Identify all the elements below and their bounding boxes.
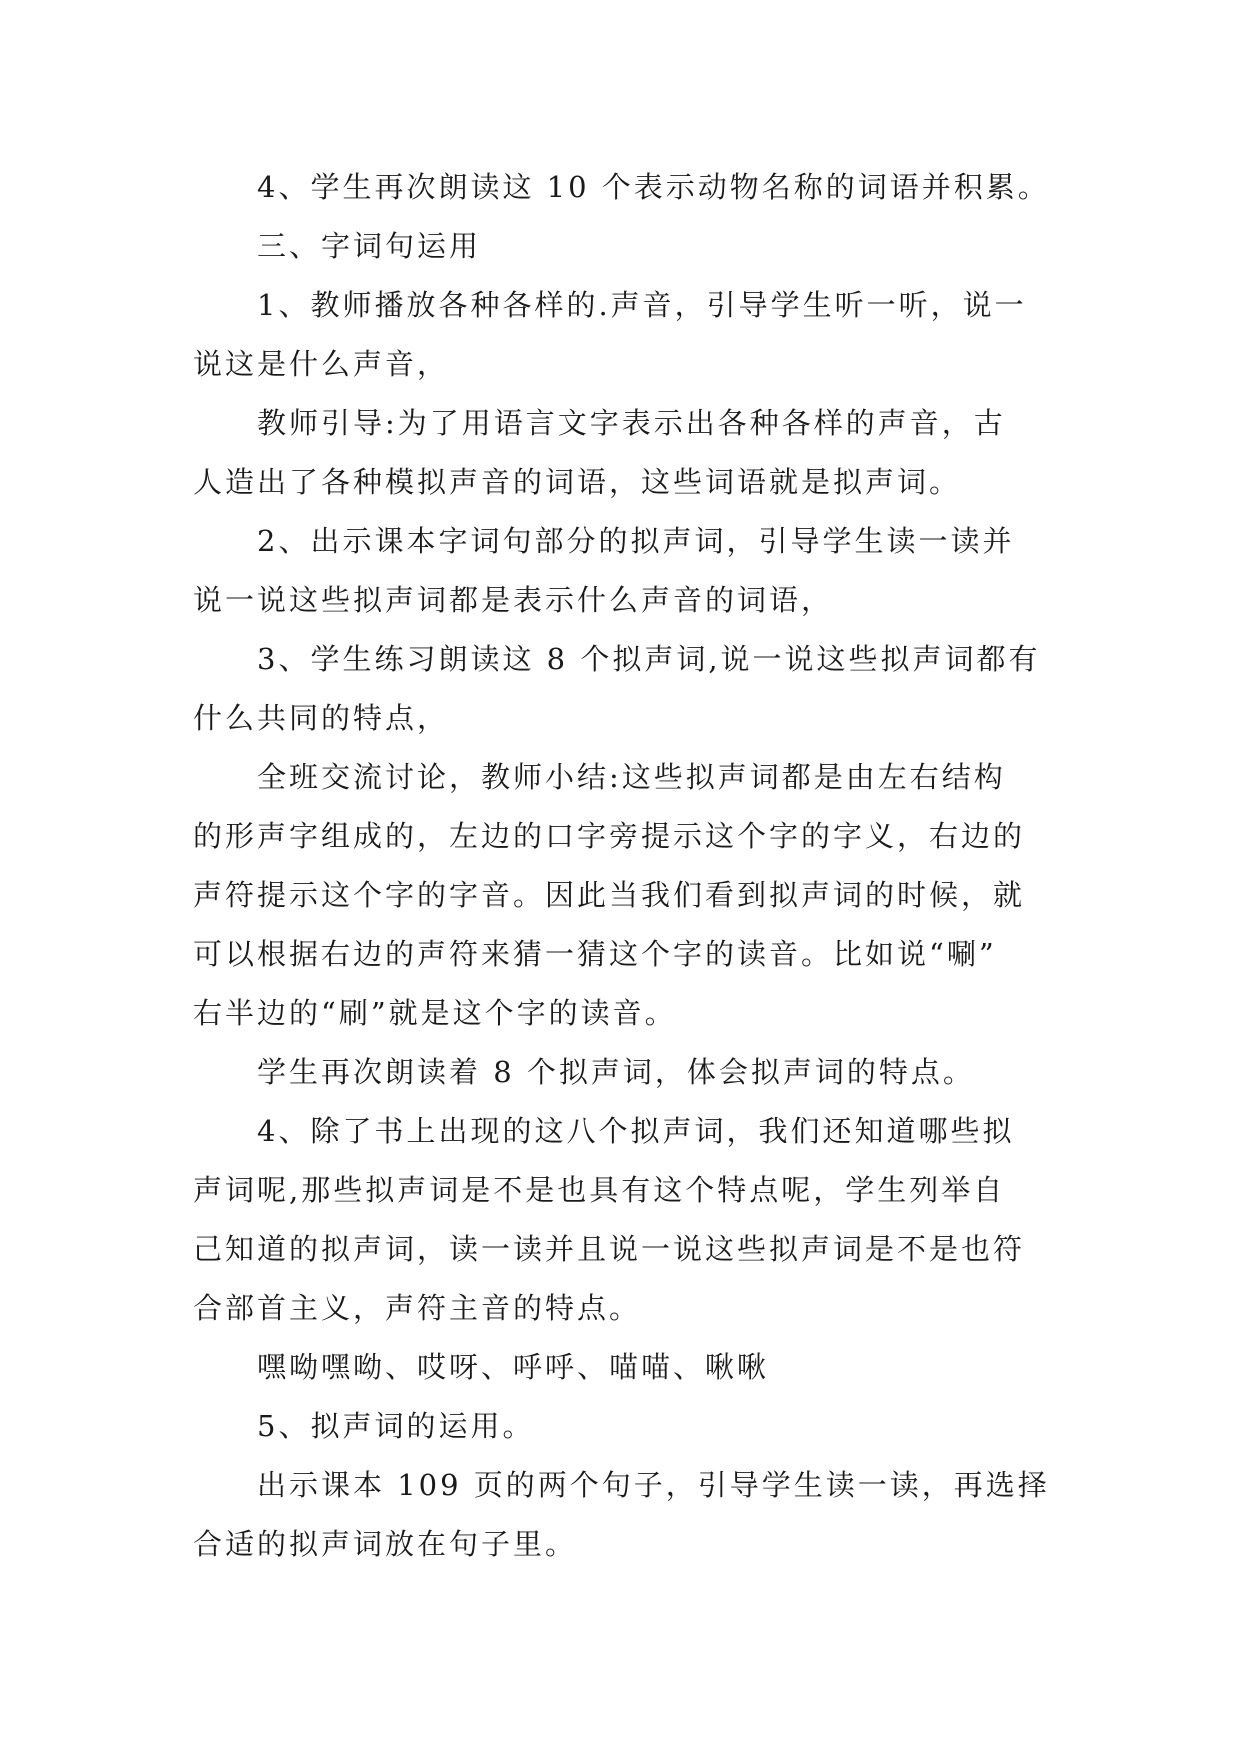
document-body [193, 158, 1063, 1574]
text-line: 2、出示课本字词句部分的拟声词，引导学生读一读并 [257, 524, 1015, 558]
text-line: 出示课本 109 页的两个句子，引导学生读一读，再选择 [257, 1468, 1050, 1502]
text-line: 声词呢,那些拟声词是不是也具有这个特点呢，学生列举自 [193, 1173, 1006, 1207]
text-line: 什么共同的特点， [193, 701, 450, 735]
text-line: 教师引导:为了用语言文字表示出各种各样的声音，古 [257, 406, 1006, 440]
text-line: 的形声字组成的，左边的口字旁提示这个字的字义，右边的 [193, 819, 1026, 853]
paragraph-9 [193, 1102, 1063, 1338]
text-line: 合适的拟声词放在句子里。 [193, 1527, 578, 1561]
text-line: 全班交流讨论，教师小结:这些拟声词都是由左右结构 [257, 760, 1006, 794]
text-line: 1、教师播放各种各样的.声音，引导学生听一听，说一 [257, 288, 1027, 322]
paragraph-1 [193, 158, 1063, 217]
text-line: 学生再次朗读着 8 个拟声词，体会拟声词的特点。 [257, 1055, 975, 1089]
paragraph-11 [193, 1397, 1063, 1456]
text-line: 己知道的拟声词，读一读并且说一说这些拟声词是不是也符 [193, 1232, 1026, 1266]
paragraph-3 [193, 276, 1063, 394]
text-line: 3、学生练习朗读这 8 个拟声词,说一说这些拟声词都有 [257, 642, 1041, 676]
text-line: 嘿呦嘿呦、哎呀、呼呼、喵喵、啾啾 [257, 1350, 770, 1384]
text-line: 三、字词句运用 [257, 229, 482, 263]
text-line: 5、拟声词的运用。 [257, 1409, 535, 1443]
paragraph-5 [193, 512, 1063, 630]
text-line: 人造出了各种模拟声音的词语，这些词语就是拟声词。 [193, 465, 962, 499]
paragraph-6 [193, 630, 1063, 748]
text-line: 右半边的“刷”就是这个字的读音。 [193, 996, 677, 1030]
text-line: 可以根据右边的声符来猜一猜这个字的读音。比如说“唰” [193, 937, 997, 971]
text-line: 说一说这些拟声词都是表示什么声音的词语， [193, 583, 834, 617]
text-line: 合部首主义，声符主音的特点。 [193, 1291, 642, 1325]
text-line: 4、学生再次朗读这 10 个表示动物名称的词语并积累。 [257, 170, 1050, 204]
paragraph-7 [193, 748, 1063, 1043]
paragraph-4 [193, 394, 1063, 512]
text-line: 4、除了书上出现的这八个拟声词，我们还知道哪些拟 [257, 1114, 1015, 1148]
paragraph-8 [193, 1043, 1063, 1102]
paragraph-12 [193, 1456, 1063, 1574]
onomatopoeia-examples [193, 1338, 1063, 1397]
text-line: 说这是什么声音， [193, 347, 450, 381]
section-heading [193, 217, 1063, 276]
text-line: 声符提示这个字的字音。因此当我们看到拟声词的时候，就 [193, 878, 1026, 912]
